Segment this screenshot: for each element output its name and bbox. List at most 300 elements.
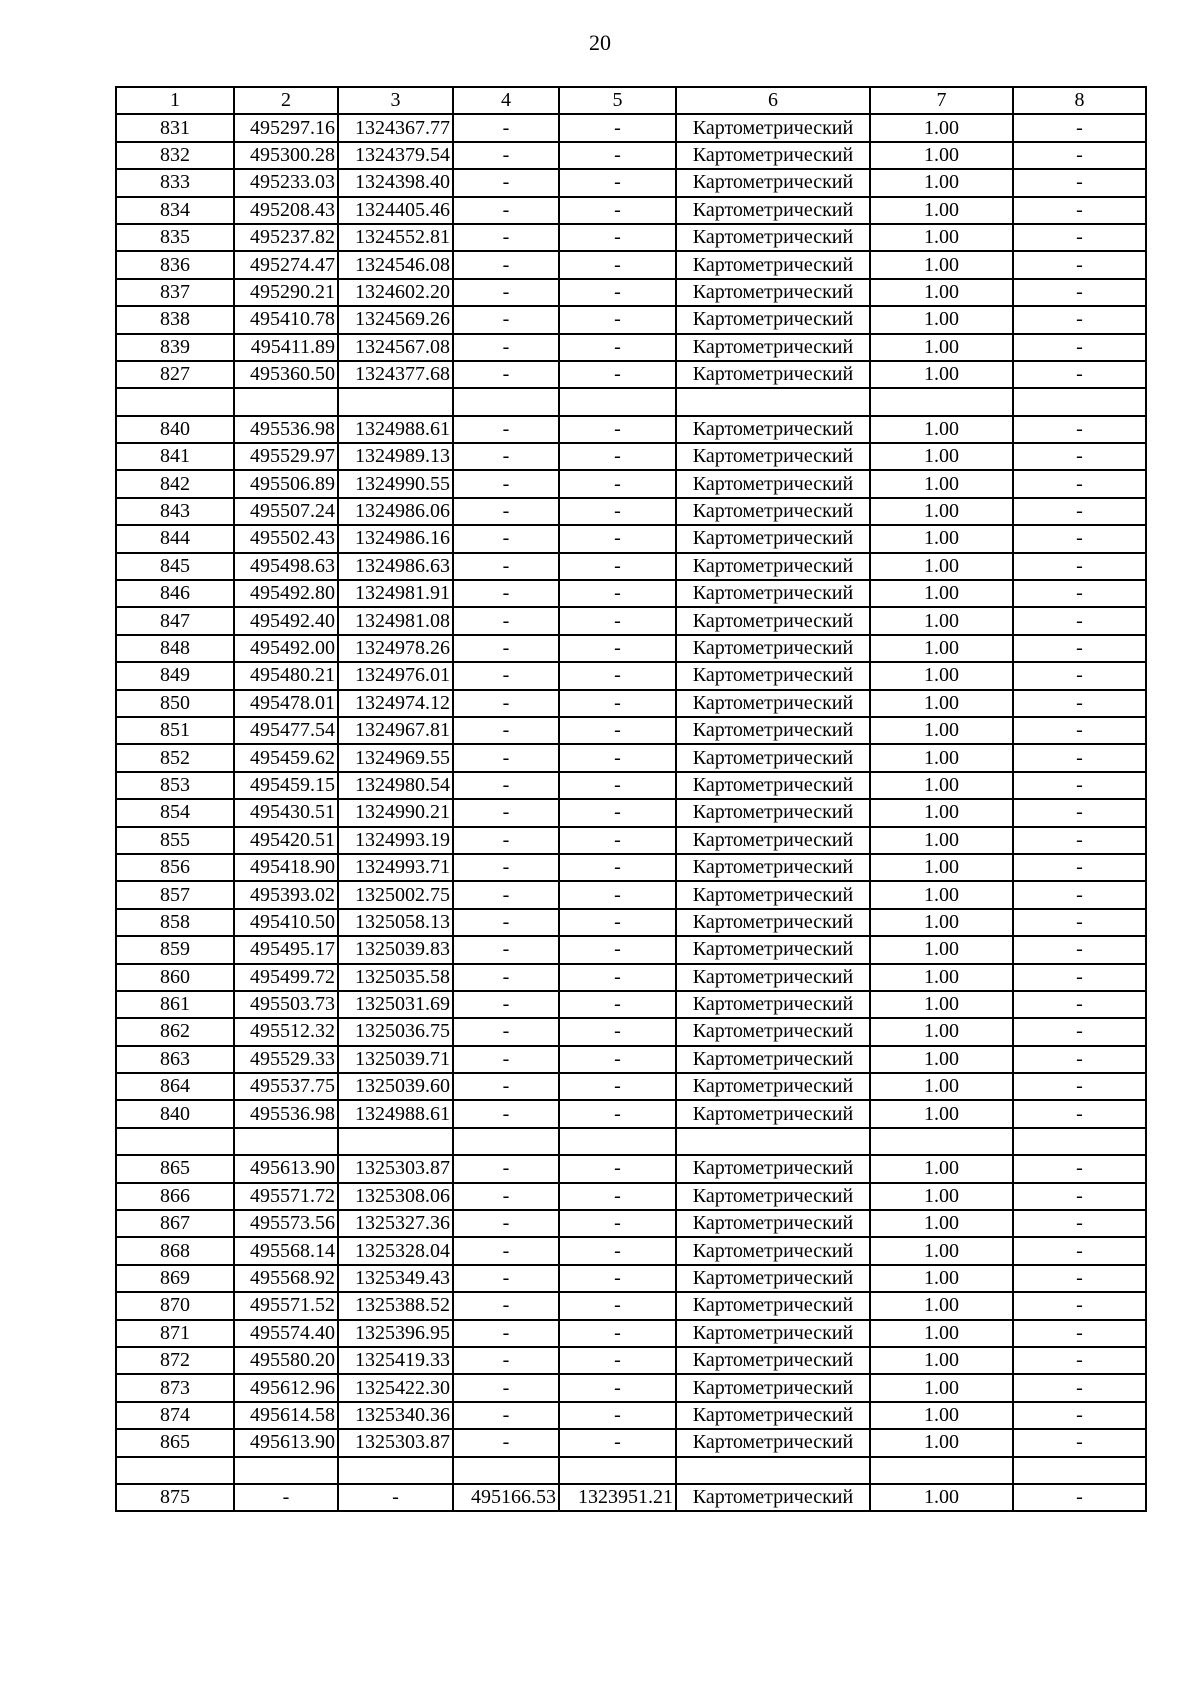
cell-y-coordinate: 1324379.54 (338, 142, 453, 169)
cell-x-coordinate: 495502.43 (234, 525, 338, 552)
cell-x-coordinate: 495410.78 (234, 306, 338, 333)
cell-y-coordinate-alt: - (559, 1183, 676, 1210)
cell-x-coordinate: 495459.15 (234, 772, 338, 799)
cell-description: - (1013, 881, 1146, 908)
cell-point-number: 832 (116, 142, 234, 169)
cell-method: Картометрический (676, 169, 870, 196)
cell-x-coordinate-alt: - (453, 142, 559, 169)
cell-x-coordinate: - (234, 1484, 338, 1511)
table-row (116, 553, 1146, 580)
cell-point-number: 864 (116, 1073, 234, 1100)
table-row (116, 279, 1146, 306)
cell-x-coordinate-alt: - (453, 1320, 559, 1347)
cell-x-coordinate: 495498.63 (234, 553, 338, 580)
cell-x-coordinate: 495571.52 (234, 1292, 338, 1319)
table-row (116, 224, 1146, 251)
cell-accuracy: 1.00 (870, 1374, 1013, 1401)
cell-accuracy: 1.00 (870, 1046, 1013, 1073)
cell-point-number: 847 (116, 607, 234, 634)
cell-method: Картометрический (676, 416, 870, 443)
cell-description: - (1013, 991, 1146, 1018)
cell-point-number: 848 (116, 635, 234, 662)
table-row (116, 1292, 1146, 1319)
cell-method: Картометрический (676, 909, 870, 936)
cell-method: Картометрический (676, 334, 870, 361)
cell-method: Картометрический (676, 1429, 870, 1456)
cell-y-coordinate: 1324980.54 (338, 772, 453, 799)
cell-y-coordinate: 1324986.06 (338, 498, 453, 525)
cell-method: Картометрический (676, 1046, 870, 1073)
cell-x-coordinate: 495580.20 (234, 1347, 338, 1374)
cell-y-coordinate-alt: - (559, 1320, 676, 1347)
cell-y-coordinate-alt: - (559, 717, 676, 744)
cell-x-coordinate-alt: - (453, 1155, 559, 1182)
cell-y-coordinate: 1324546.08 (338, 251, 453, 278)
table-row (116, 964, 1146, 991)
cell-y-coordinate-alt: - (559, 744, 676, 771)
cell-y-coordinate: 1324988.61 (338, 1100, 453, 1127)
cell-y-coordinate: 1325036.75 (338, 1018, 453, 1045)
table-row (116, 936, 1146, 963)
cell-description: - (1013, 470, 1146, 497)
cell-accuracy: 1.00 (870, 1237, 1013, 1264)
cell-description: - (1013, 1402, 1146, 1429)
cell-accuracy: 1.00 (870, 525, 1013, 552)
cell-method: Картометрический (676, 607, 870, 634)
cell-description: - (1013, 690, 1146, 717)
cell-method: Картометрический (676, 142, 870, 169)
cell-y-coordinate: 1324981.08 (338, 607, 453, 634)
table-row (116, 717, 1146, 744)
cell-x-coordinate-alt: - (453, 553, 559, 580)
table-row (116, 772, 1146, 799)
column-header: 2 (234, 87, 338, 114)
cell-x-coordinate: 495420.51 (234, 827, 338, 854)
table-row (116, 1237, 1146, 1264)
cell-description: - (1013, 169, 1146, 196)
cell-x-coordinate-alt: - (453, 306, 559, 333)
cell-x-coordinate: 495506.89 (234, 470, 338, 497)
table-row (116, 114, 1146, 141)
cell-point-number: 858 (116, 909, 234, 936)
cell-x-coordinate-alt: - (453, 1046, 559, 1073)
cell-x-coordinate-alt: - (453, 854, 559, 881)
cell-accuracy: 1.00 (870, 909, 1013, 936)
cell-y-coordinate: 1324552.81 (338, 224, 453, 251)
cell-method: Картометрический (676, 1237, 870, 1264)
cell-x-coordinate: 495297.16 (234, 114, 338, 141)
coordinates-table (115, 86, 1147, 1512)
cell-x-coordinate-alt: - (453, 443, 559, 470)
cell-accuracy: 1.00 (870, 306, 1013, 333)
cell-x-coordinate-alt: - (453, 799, 559, 826)
cell-method: Картометрический (676, 744, 870, 771)
cell-accuracy: 1.00 (870, 197, 1013, 224)
cell-accuracy: 1.00 (870, 1210, 1013, 1237)
cell-accuracy: 1.00 (870, 1018, 1013, 1045)
cell-x-coordinate-alt: - (453, 224, 559, 251)
column-header: 6 (676, 87, 870, 114)
cell-accuracy: 1.00 (870, 416, 1013, 443)
cell-y-coordinate: 1325308.06 (338, 1183, 453, 1210)
cell-method: Картометрический (676, 498, 870, 525)
cell-method: Картометрический (676, 361, 870, 388)
table-row (116, 1018, 1146, 1045)
cell-y-coordinate-alt: - (559, 827, 676, 854)
cell-method: Картометрический (676, 772, 870, 799)
cell-accuracy: 1.00 (870, 744, 1013, 771)
cell-point-number (116, 1128, 234, 1155)
cell-y-coordinate-alt (559, 388, 676, 415)
cell-x-coordinate-alt: - (453, 1018, 559, 1045)
cell-point-number: 856 (116, 854, 234, 881)
cell-x-coordinate-alt: - (453, 1237, 559, 1264)
cell-x-coordinate: 495233.03 (234, 169, 338, 196)
cell-accuracy: 1.00 (870, 717, 1013, 744)
cell-description: - (1013, 1237, 1146, 1264)
cell-x-coordinate: 495492.40 (234, 607, 338, 634)
cell-y-coordinate: 1324377.68 (338, 361, 453, 388)
cell-x-coordinate-alt: - (453, 690, 559, 717)
cell-y-coordinate-alt: - (559, 1073, 676, 1100)
separator-row (116, 388, 1146, 415)
cell-accuracy: 1.00 (870, 1292, 1013, 1319)
cell-point-number: 835 (116, 224, 234, 251)
cell-point-number: 839 (116, 334, 234, 361)
cell-description: - (1013, 964, 1146, 991)
cell-y-coordinate-alt: - (559, 662, 676, 689)
cell-method: Картометрический (676, 251, 870, 278)
cell-y-coordinate: 1324974.12 (338, 690, 453, 717)
cell-y-coordinate: 1325327.36 (338, 1210, 453, 1237)
cell-point-number: 865 (116, 1429, 234, 1456)
cell-accuracy: 1.00 (870, 1484, 1013, 1511)
cell-accuracy: 1.00 (870, 936, 1013, 963)
cell-method: Картометрический (676, 662, 870, 689)
cell-description: - (1013, 1429, 1146, 1456)
cell-point-number: 872 (116, 1347, 234, 1374)
cell-x-coordinate-alt: - (453, 1100, 559, 1127)
cell-y-coordinate: 1324989.13 (338, 443, 453, 470)
cell-y-coordinate-alt: - (559, 525, 676, 552)
cell-point-number: 831 (116, 114, 234, 141)
cell-x-coordinate: 495274.47 (234, 251, 338, 278)
table-row (116, 443, 1146, 470)
cell-description: - (1013, 279, 1146, 306)
cell-y-coordinate: 1324978.26 (338, 635, 453, 662)
cell-y-coordinate: 1325058.13 (338, 909, 453, 936)
cell-method: Картометрический (676, 635, 870, 662)
cell-method: Картометрический (676, 525, 870, 552)
cell-method: Картометрический (676, 1073, 870, 1100)
cell-description: - (1013, 1073, 1146, 1100)
cell-x-coordinate (234, 388, 338, 415)
cell-accuracy: 1.00 (870, 443, 1013, 470)
cell-method: Картометрический (676, 854, 870, 881)
cell-x-coordinate-alt: - (453, 772, 559, 799)
cell-method: Картометрический (676, 799, 870, 826)
cell-x-coordinate-alt: - (453, 991, 559, 1018)
table-row (116, 580, 1146, 607)
table-row (116, 662, 1146, 689)
cell-accuracy: 1.00 (870, 607, 1013, 634)
cell-x-coordinate: 495410.50 (234, 909, 338, 936)
cell-x-coordinate-alt: - (453, 580, 559, 607)
cell-description: - (1013, 416, 1146, 443)
cell-y-coordinate: 1324967.81 (338, 717, 453, 744)
cell-y-coordinate: 1324969.55 (338, 744, 453, 771)
cell-accuracy: 1.00 (870, 991, 1013, 1018)
cell-x-coordinate: 495411.89 (234, 334, 338, 361)
cell-x-coordinate: 495495.17 (234, 936, 338, 963)
cell-x-coordinate: 495613.90 (234, 1155, 338, 1182)
cell-y-coordinate-alt: - (559, 799, 676, 826)
cell-accuracy: 1.00 (870, 553, 1013, 580)
table-row (116, 991, 1146, 1018)
cell-x-coordinate-alt: - (453, 416, 559, 443)
cell-y-coordinate: 1325039.71 (338, 1046, 453, 1073)
cell-point-number: 844 (116, 525, 234, 552)
table-row (116, 334, 1146, 361)
cell-x-coordinate: 495360.50 (234, 361, 338, 388)
cell-y-coordinate-alt: - (559, 1046, 676, 1073)
cell-y-coordinate-alt: - (559, 1429, 676, 1456)
cell-method: Картометрический (676, 964, 870, 991)
cell-point-number: 836 (116, 251, 234, 278)
cell-y-coordinate: 1324986.16 (338, 525, 453, 552)
cell-x-coordinate: 495529.97 (234, 443, 338, 470)
table-row (116, 197, 1146, 224)
cell-accuracy: 1.00 (870, 1155, 1013, 1182)
cell-x-coordinate (234, 1128, 338, 1155)
cell-accuracy (870, 388, 1013, 415)
cell-accuracy: 1.00 (870, 662, 1013, 689)
cell-x-coordinate-alt: - (453, 361, 559, 388)
cell-y-coordinate: 1324986.63 (338, 553, 453, 580)
cell-accuracy: 1.00 (870, 361, 1013, 388)
cell-y-coordinate: 1325039.60 (338, 1073, 453, 1100)
cell-x-coordinate: 495536.98 (234, 1100, 338, 1127)
table-row (116, 1265, 1146, 1292)
cell-description: - (1013, 443, 1146, 470)
cell-y-coordinate: 1325031.69 (338, 991, 453, 1018)
cell-description: - (1013, 1155, 1146, 1182)
cell-y-coordinate-alt: - (559, 1155, 676, 1182)
cell-y-coordinate: 1324569.26 (338, 306, 453, 333)
column-header: 8 (1013, 87, 1146, 114)
cell-x-coordinate-alt: - (453, 1292, 559, 1319)
cell-method: Картометрический (676, 553, 870, 580)
cell-x-coordinate: 495300.28 (234, 142, 338, 169)
cell-y-coordinate-alt: - (559, 251, 676, 278)
cell-accuracy: 1.00 (870, 1320, 1013, 1347)
cell-y-coordinate-alt: 1323951.21 (559, 1484, 676, 1511)
table-row (116, 881, 1146, 908)
table-row (116, 607, 1146, 634)
cell-y-coordinate-alt: - (559, 607, 676, 634)
cell-method: Картометрический (676, 1018, 870, 1045)
cell-y-coordinate-alt: - (559, 1347, 676, 1374)
cell-x-coordinate: 495574.40 (234, 1320, 338, 1347)
cell-point-number (116, 1457, 234, 1484)
cell-method: Картометрический (676, 1402, 870, 1429)
cell-x-coordinate: 495612.96 (234, 1374, 338, 1401)
cell-method: Картометрический (676, 443, 870, 470)
cell-point-number: 851 (116, 717, 234, 744)
cell-method: Картометрический (676, 1347, 870, 1374)
cell-y-coordinate: 1325422.30 (338, 1374, 453, 1401)
cell-x-coordinate: 495459.62 (234, 744, 338, 771)
cell-description: - (1013, 1292, 1146, 1319)
cell-accuracy: 1.00 (870, 1429, 1013, 1456)
cell-description: - (1013, 717, 1146, 744)
cell-y-coordinate-alt: - (559, 1402, 676, 1429)
cell-method (676, 1457, 870, 1484)
cell-x-coordinate-alt: - (453, 1265, 559, 1292)
cell-x-coordinate-alt: - (453, 1402, 559, 1429)
cell-x-coordinate-alt: - (453, 251, 559, 278)
table-row (116, 799, 1146, 826)
cell-x-coordinate: 495512.32 (234, 1018, 338, 1045)
cell-y-coordinate: 1325328.04 (338, 1237, 453, 1264)
cell-x-coordinate-alt: - (453, 1347, 559, 1374)
cell-y-coordinate-alt: - (559, 1374, 676, 1401)
cell-point-number: 850 (116, 690, 234, 717)
cell-x-coordinate: 495499.72 (234, 964, 338, 991)
cell-accuracy: 1.00 (870, 142, 1013, 169)
cell-x-coordinate-alt: - (453, 744, 559, 771)
cell-accuracy: 1.00 (870, 1265, 1013, 1292)
cell-x-coordinate-alt: - (453, 114, 559, 141)
cell-y-coordinate: 1324981.91 (338, 580, 453, 607)
table-row (116, 416, 1146, 443)
column-header: 1 (116, 87, 234, 114)
table-row (116, 1046, 1146, 1073)
cell-y-coordinate: 1324988.61 (338, 416, 453, 443)
cell-x-coordinate-alt: - (453, 197, 559, 224)
cell-accuracy: 1.00 (870, 1347, 1013, 1374)
cell-y-coordinate: 1325303.87 (338, 1429, 453, 1456)
cell-point-number: 852 (116, 744, 234, 771)
cell-x-coordinate: 495503.73 (234, 991, 338, 1018)
cell-x-coordinate: 495571.72 (234, 1183, 338, 1210)
cell-method: Картометрический (676, 580, 870, 607)
cell-x-coordinate-alt: - (453, 881, 559, 908)
table-row (116, 498, 1146, 525)
cell-x-coordinate: 495492.00 (234, 635, 338, 662)
table-row (116, 306, 1146, 333)
cell-accuracy: 1.00 (870, 114, 1013, 141)
cell-description: - (1013, 799, 1146, 826)
cell-accuracy: 1.00 (870, 1183, 1013, 1210)
cell-y-coordinate: 1324993.71 (338, 854, 453, 881)
cell-y-coordinate: 1325349.43 (338, 1265, 453, 1292)
cell-method: Картометрический (676, 306, 870, 333)
cell-x-coordinate-alt: - (453, 936, 559, 963)
table-row (116, 1374, 1146, 1401)
cell-description: - (1013, 361, 1146, 388)
cell-x-coordinate-alt: - (453, 334, 559, 361)
cell-accuracy: 1.00 (870, 690, 1013, 717)
cell-accuracy: 1.00 (870, 498, 1013, 525)
cell-x-coordinate-alt: - (453, 635, 559, 662)
cell-accuracy (870, 1457, 1013, 1484)
cell-method (676, 388, 870, 415)
cell-y-coordinate-alt: - (559, 854, 676, 881)
cell-x-coordinate: 495568.14 (234, 1237, 338, 1264)
cell-point-number: 865 (116, 1155, 234, 1182)
cell-method: Картометрический (676, 1320, 870, 1347)
cell-y-coordinate-alt: - (559, 991, 676, 1018)
cell-method: Картометрический (676, 991, 870, 1018)
table-row (116, 1429, 1146, 1456)
cell-x-coordinate-alt: - (453, 964, 559, 991)
page-number: 20 (589, 30, 611, 55)
cell-point-number: 837 (116, 279, 234, 306)
table-row (116, 251, 1146, 278)
cell-point-number: 849 (116, 662, 234, 689)
cell-x-coordinate: 495393.02 (234, 881, 338, 908)
table-row (116, 1347, 1146, 1374)
table-row (116, 1320, 1146, 1347)
cell-description: - (1013, 1265, 1146, 1292)
cell-y-coordinate-alt: - (559, 635, 676, 662)
cell-y-coordinate: 1325419.33 (338, 1347, 453, 1374)
cell-method: Картометрический (676, 690, 870, 717)
cell-point-number: 854 (116, 799, 234, 826)
cell-point-number: 870 (116, 1292, 234, 1319)
cell-description: - (1013, 498, 1146, 525)
cell-y-coordinate: 1325396.95 (338, 1320, 453, 1347)
cell-x-coordinate-alt (453, 1457, 559, 1484)
cell-description: - (1013, 306, 1146, 333)
cell-y-coordinate-alt: - (559, 881, 676, 908)
cell-description: - (1013, 662, 1146, 689)
cell-accuracy: 1.00 (870, 224, 1013, 251)
cell-point-number: 859 (116, 936, 234, 963)
cell-accuracy: 1.00 (870, 279, 1013, 306)
cell-point-number: 863 (116, 1046, 234, 1073)
cell-description: - (1013, 909, 1146, 936)
cell-x-coordinate: 495613.90 (234, 1429, 338, 1456)
cell-x-coordinate-alt (453, 388, 559, 415)
table-row (116, 361, 1146, 388)
cell-y-coordinate (338, 1128, 453, 1155)
cell-y-coordinate: 1325388.52 (338, 1292, 453, 1319)
cell-y-coordinate-alt: - (559, 470, 676, 497)
cell-point-number: 866 (116, 1183, 234, 1210)
cell-y-coordinate-alt (559, 1457, 676, 1484)
cell-x-coordinate: 495208.43 (234, 197, 338, 224)
cell-x-coordinate-alt: - (453, 1429, 559, 1456)
cell-description: - (1013, 251, 1146, 278)
table-body (116, 87, 1146, 1511)
cell-accuracy: 1.00 (870, 881, 1013, 908)
cell-x-coordinate (234, 1457, 338, 1484)
cell-method: Картометрический (676, 470, 870, 497)
cell-method: Картометрический (676, 881, 870, 908)
cell-description: - (1013, 854, 1146, 881)
cell-point-number: 833 (116, 169, 234, 196)
cell-x-coordinate: 495430.51 (234, 799, 338, 826)
cell-y-coordinate: 1325303.87 (338, 1155, 453, 1182)
cell-y-coordinate-alt: - (559, 142, 676, 169)
cell-y-coordinate-alt: - (559, 909, 676, 936)
cell-method: Картометрический (676, 717, 870, 744)
cell-point-number: 843 (116, 498, 234, 525)
cell-y-coordinate-alt: - (559, 169, 676, 196)
cell-accuracy: 1.00 (870, 251, 1013, 278)
